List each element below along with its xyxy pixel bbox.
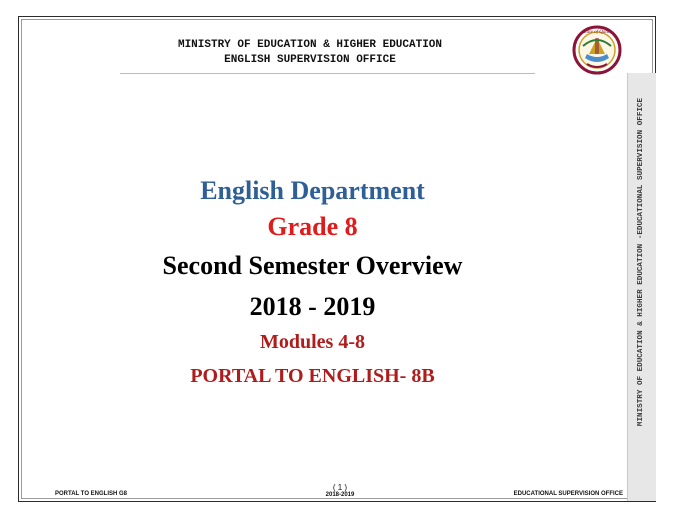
header-office: ENGLISH SUPERVISION OFFICE <box>224 54 396 66</box>
department-title: English Department <box>200 176 425 205</box>
footer-year: 2018-2019 <box>325 492 355 498</box>
grade-title: Grade 8 <box>267 212 358 241</box>
header-divider <box>120 73 535 74</box>
academic-year: 2018 - 2019 <box>249 292 376 321</box>
course-name: PORTAL TO ENGLISH- 8B <box>190 365 435 387</box>
state-of-qatar-emblem-icon <box>569 24 625 76</box>
side-banner-text: MINISTRY OF EDUCATION & HIGHER EDUCATION -EDUCATIONAL SUPERVISION OFFICE <box>637 97 645 427</box>
semester-overview-title: Second Semester Overview <box>162 251 463 280</box>
document-header <box>100 38 520 68</box>
modules-range: Modules 4-8 <box>260 331 365 353</box>
emblem-caption: State of Qatar <box>582 30 612 35</box>
header-ministry: MINISTRY OF EDUCATION & HIGHER EDUCATION <box>177 39 443 51</box>
footer-course: PORTAL TO ENGLISH G8 <box>55 491 128 497</box>
footer-page-number: ( 1 ) <box>332 483 348 492</box>
footer-office: EDUCATIONAL SUPERVISION OFFICE <box>513 491 623 497</box>
